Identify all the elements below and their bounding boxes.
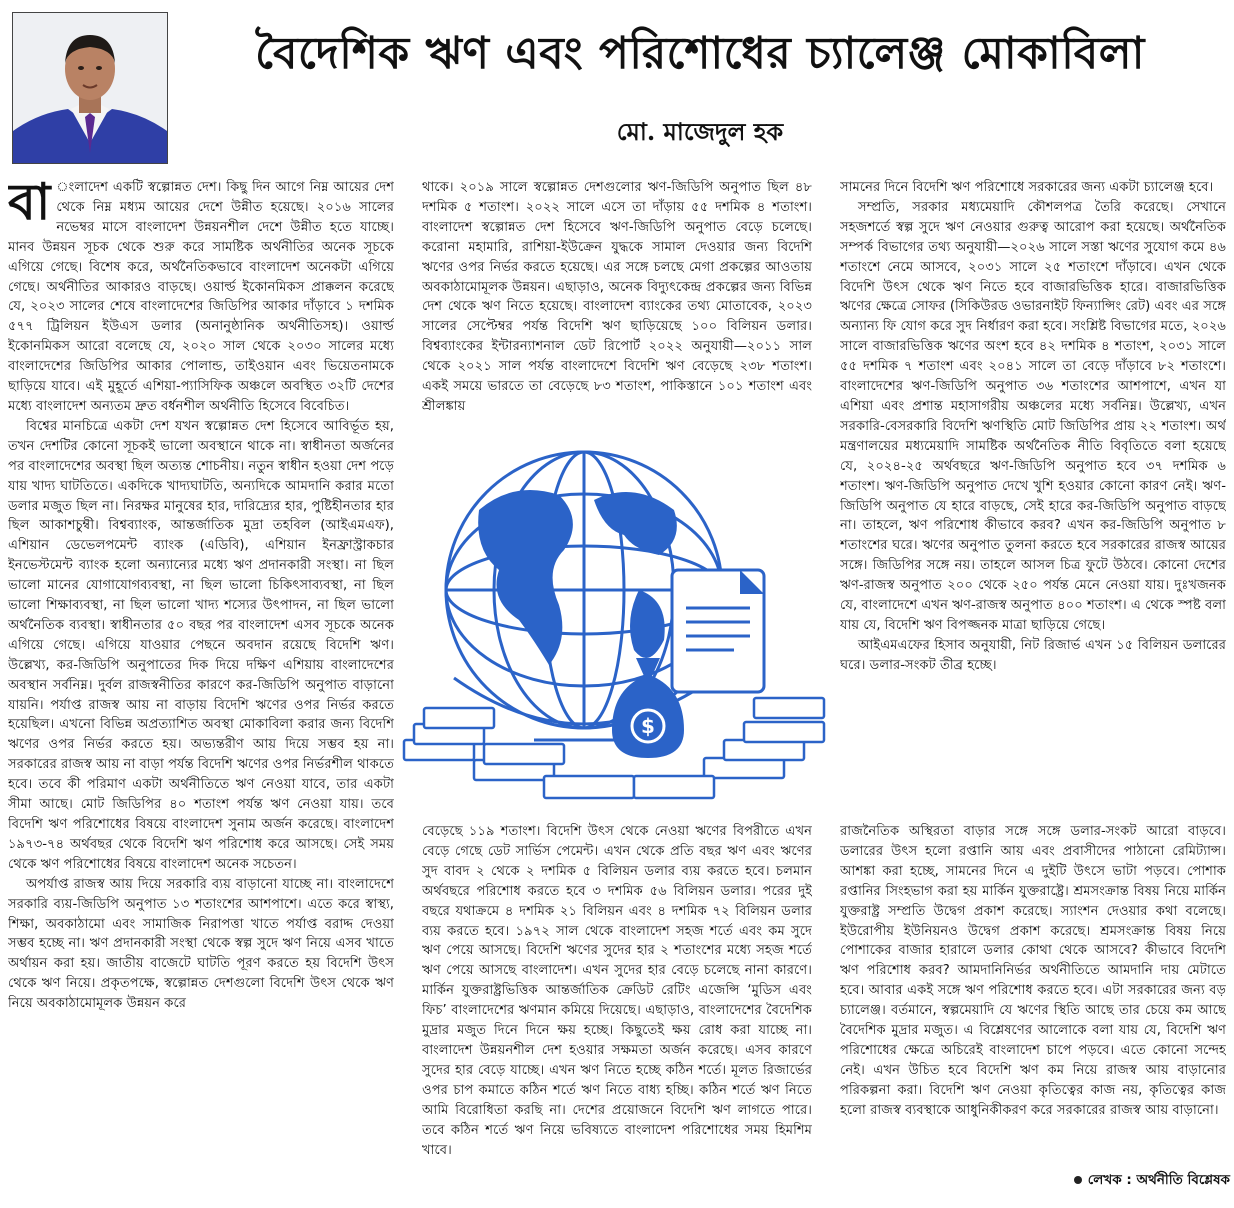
paragraph: সম্প্রতি, সরকার মধ্যমেয়াদি কৌশলপত্র তৈরি করেছে। সেখানে সহজশর্তে স্বল্প সুদে ঋণ নেওয়ার গুরুত্ব আরোপ করা হয়েছে। অর্থনৈতিক সম্পর্ক বিভাগের তথ্য অনুযায়ী—২০২৬ সালে সস্তা ঋণের সুযোগ কমে ৪৬ শতাংশে নেমে আসবে, ২০৩১ সালে ২৫ শতাংশে দাঁড়াবে। এখন থেকে বিদেশি উৎস থেকে ঋণ নিতে হবে বাজারভিত্তিক হারে। বাজারভিত্তিক ঋণের ক্ষেত্রে সোফর (সিকিউরড ওভারনাইট ফিন্যান্সিং রেট) এবং এর সঙ্গে অন্যান্য ফি যোগ করে সুদ নির্ধারণ করা হবে। সংশ্লিষ্ট বিভাগের মতে, ২০২৬ সালে বাজারভিত্তিক ঋণের অংশ হবে ৪২ দশমিক ৪ শতাংশ, ২০৩১ সালে ৫৫ দশমিক ৭ শতাংশ এবং ২০৪১ সালে তা বেড়ে দাঁড়াবে ৮২ শতাংশে। বাংলাদেশের ঋণ-জিডিপি অনুপাত ৩৬ শতাংশের আশপাশে, এখন যা এশিয়া এবং প্রশান্ত মহাসাগরীয় অঞ্চলের মধ্যে সর্বনিম্ন। উল্লেখ্য, এখন সরকারি-বেসরকারি বিদেশি ঋণস্থিতি মোট জিডিপির প্রায় ২২ শতাংশ। অর্থ মন্ত্রণালয়ের মধ্যমেয়াদি সামষ্টিক অর্থনৈতিক নীতি বিবৃতিতে বলা হয়েছে যে, ২০২৪-২৫ অর্থবছরে ঋণ-জিডিপি অনুপাত হবে ৩৭ দশমিক ৬ শতাংশ। ঋণ-জিডিপি অনুপাত দেখে খুশি হওয়ার কোনো কারণ নেই। ঋণ-জিডিপি অনুপাত যে হারে বাড়ছে, সেই হারে কর-জিডিপি অনুপাত বাড়ছে না। তাহলে, ঋণ পরিশোধ কীভাবে করব? এখন কর-জিডিপি অনুপাত ৮ শতাংশের ঘরে। ঋণের অনুপাত তুলনা করতে হবে সরকারের রাজস্ব আয়ের সঙ্গে। জিডিপির সঙ্গে নয়। তাহলে আসল চিত্র ফুটে উঠবে। কোনো দেশের ঋণ-রাজস্ব অনুপাত ২০০ থেকে ২৫০ পর্যন্ত মেনে নেওয়া যায়। দুঃখজনক যে, বাংলাদেশে এখন ঋণ-রাজস্ব অনুপাত ৪০০ শতাংশ। এ থেকে স্পষ্ট বলা যায় যে, বিদেশি ঋণ বিপজ্জনক মাত্রা ছাড়িয়ে গেছে। — [840, 199, 1226, 633]
author-credit — [1060, 1170, 1230, 1190]
globe-money-illustration — [384, 440, 844, 816]
globe-icon — [384, 440, 844, 816]
author-photo-graphic — [13, 13, 167, 163]
article-column-2-bottom — [422, 822, 812, 1186]
credit-text: লেখক : অর্থনীতি বিশ্লেষক — [1087, 1172, 1230, 1188]
article-column-1 — [8, 178, 394, 1183]
svg-text:$: $ — [641, 714, 655, 738]
paragraph: থাকে। ২০১৯ সালে স্বল্পোন্নত দেশগুলোর ঋণ-জিডিপি অনুপাত ছিল ৪৮ দশমিক ৫ শতাংশ। ২০২২ সালে এসে তা দাঁড়ায় ৫৫ দশমিক ৪ শতাংশ। বাংলাদেশ স্বল্পোন্নত দেশ হিসেবে ঋণ-জিডিপি অনুপাত বেড়ে চলেছে। করোনা মহামারি, রাশিয়া-ইউক্রেন যুদ্ধকে সামাল দেওয়ার জন্য বিদেশি ঋণের ওপর নির্ভর করতে হয়েছে। এর সঙ্গে চলছে মেগা প্রকল্পের আওতায় অবকাঠামোমূলক উন্নয়ন। এছাড়াও, অনেক বিদ্যুৎকেন্দ্র প্রকল্পের জন্য বিভিন্ন দেশ থেকে ঋণ নিতে হয়েছে। বাংলাদেশ ব্যাংকের তথ্য মোতাবেক, ২০২৩ সালের সেপ্টেম্বর পর্যন্ত বিদেশি ঋণ ছাড়িয়েছে ১০০ বিলিয়ন ডলার। বিশ্বব্যাংকের ইন্টারন্যাশনাল ডেট রিপোর্ট ২০২২ অনুযায়ী—২০১১ সাল থেকে ২০২১ সাল পর্যন্ত বাংলাদেশে বিদেশি ঋণ বেড়েছে ২৩৮ শতাংশ। একই সময়ে ভারতে তা বেড়েছে ৮৩ শতাংশ, পাকিস্তানে ১০১ শতাংশ এবং শ্রীলঙ্কায় — [422, 180, 812, 414]
article-title: বৈদেশিক ঋণ এবং পরিশোধের চ্যালেঞ্জ মোকাবিলা — [255, 28, 1145, 79]
author-photo — [12, 12, 168, 164]
article-column-3-top — [840, 178, 1226, 796]
article-column-2-top — [422, 178, 812, 428]
bullet-icon — [1074, 1176, 1082, 1184]
paragraph: বিশ্বের মানচিত্রে একটা দেশ যখন স্বল্পোন্নত দেশ হিসেবে আবির্ভূত হয়, তখন দেশটির কোনো সূচকই ভালো অবস্থানে থাকে না। স্বাধীনতা অর্জনের পর বাংলাদেশের অবস্থা ছিল অত্যন্ত শোচনীয়। নতুন স্বাধীন হওয়া দেশ পড়ে যায় খাদ্য ঘাটতিতে। একদিকে খাদ্যঘাটতি, অন্যদিকে আমদানি করার মতো ডলার মজুত ছিল না। নিরক্ষর মানুষের হার, দারিদ্র্যের হার, পুষ্টিহীনতার হার ছিল আকাশচুম্বী। বিশ্বব্যাংক, আন্তর্জাতিক মুদ্রা তহবিল (আইএমএফ), এশিয়ান ডেভেলপমেন্ট ব্যাংক (এডিবি), এশিয়ান ইনফ্রাস্ট্রাকচার ইনভেস্টমেন্ট ব্যাংক হলো অন্যান্যের মধ্যে ঋণ প্রদানকারী সংস্থা। না ছিল ভালো মানের যোগাযোগব্যবস্থা, না ছিল ভালো চিকিৎসাব্যবস্থা, না ছিল ভালো শিক্ষাব্যবস্থা, না ছিল ভালো খাদ্য শস্যের উৎপাদন, না ছিল ভালো অর্থনৈতিক ব্যবস্থা। স্বাধীনতার ৫০ বছর পর বাংলাদেশ এসব সূচকে অনেক এগিয়ে গেছে। এগিয়ে যাওয়ার পেছনে অবদান রয়েছে বিদেশি ঋণ। উল্লেখ্য, কর-জিডিপি অনুপাতের দিক দিয়ে দক্ষিণ এশিয়ায় বাংলাদেশের অবস্থান সর্বনিম্ন। দুর্বল রাজস্বনীতির কারণে কর-জিডিপি অনুপাত বাড়ানো যায়নি। পর্যাপ্ত রাজস্ব আয় না বাড়ায় বিদেশি ঋণের ওপর নির্ভর করতে হয়েছিল। এখনো বিভিন্ন অপ্রত্যাশিত অবস্থা মোকাবিলা করার জন্য বিদেশি ঋণের ওপর নির্ভর করতে হয়। অভ্যন্তরীণ আয় দিয়ে সম্ভব হয় না। সরকারের রাজস্ব আয় না বাড়া পর্যন্ত বিদেশি ঋণের ওপর নির্ভরশীল থাকতে হবে। তবে কী পরিমাণ একটা অর্থনীতিতে ঋণ নেওয়া যাবে, তার একটা সীমা আছে। মোট জিডিপির ৪০ শতাংশ পর্যন্ত ঋণ নেওয়া যায়। তবে বিদেশি ঋণ পরিশোধের বিষয়ে বাংলাদেশ সুনাম অর্জন করেছে। বাংলাদেশ ১৯৭৩-৭৪ অর্থবছর থেকে বিদেশি ঋণ পরিশোধ করে আসছে। সেই সময় থেকে ঋণ পরিশোধের বিষয়ে বাংলাদেশ অনেক সচেতন। — [8, 418, 394, 872]
paragraph: রাজনৈতিক অস্থিরতা বাড়ার সঙ্গে সঙ্গে ডলার-সংকট আরো বাড়বে। ডলারের উৎস হলো রপ্তানি আয় এবং প্রবাসীদের পাঠানো রেমিট্যান্স। আশঙ্কা করা হচ্ছে, সামনের দিনে এ দুইটি উৎসে ভাটা পড়বে। পোশাক রপ্তানির সিংহভাগ করা হয় মার্কিন যুক্তরাষ্ট্রে। শ্রমসংক্রান্ত বিষয় নিয়ে মার্কিন যুক্তরাষ্ট্র সম্প্রতি উদ্বেগ প্রকাশ করেছে। স্যাংশন দেওয়ার কথা বলেছে। ইউরোপীয় ইউনিয়নও উদ্বেগ প্রকাশ করেছে। শ্রমসংক্রান্ত বিষয় নিয়ে পোশাকের বাজার হারালে ডলার কোথা থেকে আসবে? কীভাবে বিদেশি ঋণ পরিশোধ করব? আমদানিনির্ভর অর্থনীতিতে আমদানি দায় মেটাতে হবে। আবার একই সঙ্গে ঋণ পরিশোধ করতে হবে। এটা সরকারের জন্য বড় চ্যালেঞ্জ। বর্তমানে, স্বল্পমেয়াদি যে ঋণের স্থিতি আছে তার চেয়ে কম আছে বৈদেশিক মুদ্রার মজুত। এ বিশ্লেষণের আলোকে বলা যায় যে, বিদেশি ঋণ পরিশোধের ক্ষেত্রে অচিরেই বাংলাদেশ চাপে পড়বে। এতে কোনো সন্দেহ নেই। এখন উচিত হবে বিদেশি ঋণ কম নিয়ে রাজস্ব আয় বাড়ানোর পরিকল্পনা করা। বিদেশি ঋণ নেওয়া কৃতিত্বের কাজ নয়, কৃতিত্বের কাজ হলো রাজস্ব ব্যবস্থাকে আধুনিকীকরণ করে সরকারের রাজস্ব আয় বাড়ানো। — [840, 824, 1226, 1118]
paragraph: সামনের দিনে বিদেশি ঋণ পরিশোধে সরকারের জন্য একটা চ্যালেঞ্জ হবে। — [840, 180, 1214, 195]
document-icon — [672, 570, 764, 692]
article-column-3-bottom — [840, 822, 1226, 1167]
paragraph: অপর্যাপ্ত রাজস্ব আয় দিয়ে সরকারি ব্যয় বাড়ানো যাচ্ছে না। বাংলাদেশে সরকারি ব্যয়-জিডিপি অনুপাত ১৩ শতাংশের আশপাশে। এতে করে স্বাস্থ্য, শিক্ষা, অবকাঠামো এবং সামাজিক নিরাপত্তা খাতে পর্যাপ্ত বরাদ্দ দেওয়া সম্ভব হচ্ছে না। ঋণ প্রদানকারী সংস্থা থেকে স্বল্প সুদে ঋণ নিয়ে এসব খাতে অর্থায়ন করা হয়। জাতীয় বাজেটে ঘাটতি পূরণ করতে হয় বিদেশি উৎস থেকে ঋণ নিয়ে। প্রকৃতপক্ষে, স্বল্পোন্নত দেশগুলো বিদেশি উৎস থেকে ঋণ নিয়ে অবকাঠামোমূলক উন্নয়ন করে — [8, 876, 394, 1012]
drop-cap: বা — [8, 178, 51, 231]
paragraph — [8, 178, 394, 417]
paragraph: বেড়েছে ১১৯ শতাংশ। বিদেশি উৎস থেকে নেওয়া ঋণের বিপরীতে এখন বেড়ে গেছে ডেট সার্ভিস পেমেন্ট। এখন থেকে প্রতি বছর ঋণ এবং ঋণের সুদ বাবদ ২ থেকে ২ দশমিক ৫ বিলিয়ন ডলার ব্যয় করতে হবে। চলমান অর্থবছরে পরিশোধ করতে হবে ৩ দশমিক ৫৬ বিলিয়ন ডলার। পরের দুই বছরে যথাক্রমে ৪ দশমিক ২১ বিলিয়ন এবং ৪ দশমিক ৭২ বিলিয়ন ডলার ব্যয় করতে হবে। ১৯৭২ সাল থেকে বাংলাদেশ সহজ শর্তে এবং কম সুদে ঋণ পেয়ে আসছে। বিদেশি ঋণের সুদের হার ২ শতাংশের মধ্যে সহজ শর্তে ঋণ পেয়ে আসছে বাংলাদেশ। এখন সুদের হার বেড়ে চলেছে নানা কারণে। মার্কিন যুক্তরাষ্ট্রভিত্তিক আন্তর্জাতিক ক্রেডিট রেটিং এজেন্সি ‘মুডিস এবং ফিচ’ বাংলাদেশের ঋণমান কমিয়ে দিয়েছে। এছাড়াও, বাংলাদেশের বৈদেশিক মুদ্রার মজুত দিনে দিনে ক্ষয় হচ্ছে। কিছুতেই ক্ষয় রোধ করা যাচ্ছে না। বাংলাদেশ উন্নয়নশীল দেশ হওয়ার সক্ষমতা অর্জন করেছে। এসব কারণে সুদের হার বেড়ে যাচ্ছে। এখন ঋণ নিতে হচ্ছে কঠিন শর্তে। মূলত রিজার্ভের ওপর চাপ কমাতে কঠিন শর্তে ঋণ নিতে বাধ্য হচ্ছি। কঠিন শর্তে ঋণ নিতে আমি বিরোধিতা করছি না। দেশের প্রয়োজনে বিদেশি ঋণ লাগতে পারে। তবে কঠিন শর্তে ঋণ নিয়ে ভবিষ্যতে বাংলাদেশ পরিশোধের সময় হিমশিম খাবে। — [422, 824, 812, 1158]
paragraph: আইএমএফের হিসাব অনুযায়ী, নিট রিজার্ভ এখন ১৫ বিলিয়ন ডলারের ঘরে। ডলার-সংকট তীব্র হচ্ছে। — [840, 637, 1226, 673]
article-byline: মো. মাজেদুল হক — [616, 117, 784, 146]
paragraph-text: ংলাদেশ একটি স্বল্পোন্নত দেশ। কিছু দিন আগে নিম্ন আয়ের দেশ থেকে নিম্ন মধ্যম আয়ের দেশে উন্নীত হয়েছে। ২০১৬ সালের নভেম্বর মাসে বাংলাদেশ উন্নয়নশীল দেশে উন্নীত হতে যাচ্ছে। মানব উন্নয়ন সূচক থেকে শুরু করে সামষ্টিক অর্থনীতির অনেক সূচকে এগিয়ে গেছে। বিশেষ করে, অর্থনৈতিকভাবে বাংলাদেশ অনেকটা এগিয়ে গেছে। অর্থনীতির আকারও বাড়ছে। ওয়ার্ল্ড ইকোনমিকস প্রাক্কলন করেছে যে, ২০২৩ সালের শেষে বাংলাদেশের জিডিপির আকার দাঁড়াবে ১ দশমিক ৫৭৭ ট্রিলিয়ন ইউএস ডলার (অনানুষ্ঠানিক অর্থনীতিসহ)। ওয়ার্ল্ড ইকোনমিকস আরো বলেছে যে, ২০২০ সাল থেকে ২০৩০ সালের মধ্যে বাংলাদেশের জিডিপির আকার পোলান্ড, তাইওয়ান এবং ভিয়েতনামকে ছাড়িয়ে যাবে। এই মুহূর্তে এশিয়া-প্যাসিফিক অঞ্চলে অবস্থিত ৩২টি দেশের মধ্যে বাংলাদেশ অন্যতম দ্রুত বর্ধনশীল অর্থনীতি হিসেবে বিবেচিত। — [8, 180, 394, 414]
